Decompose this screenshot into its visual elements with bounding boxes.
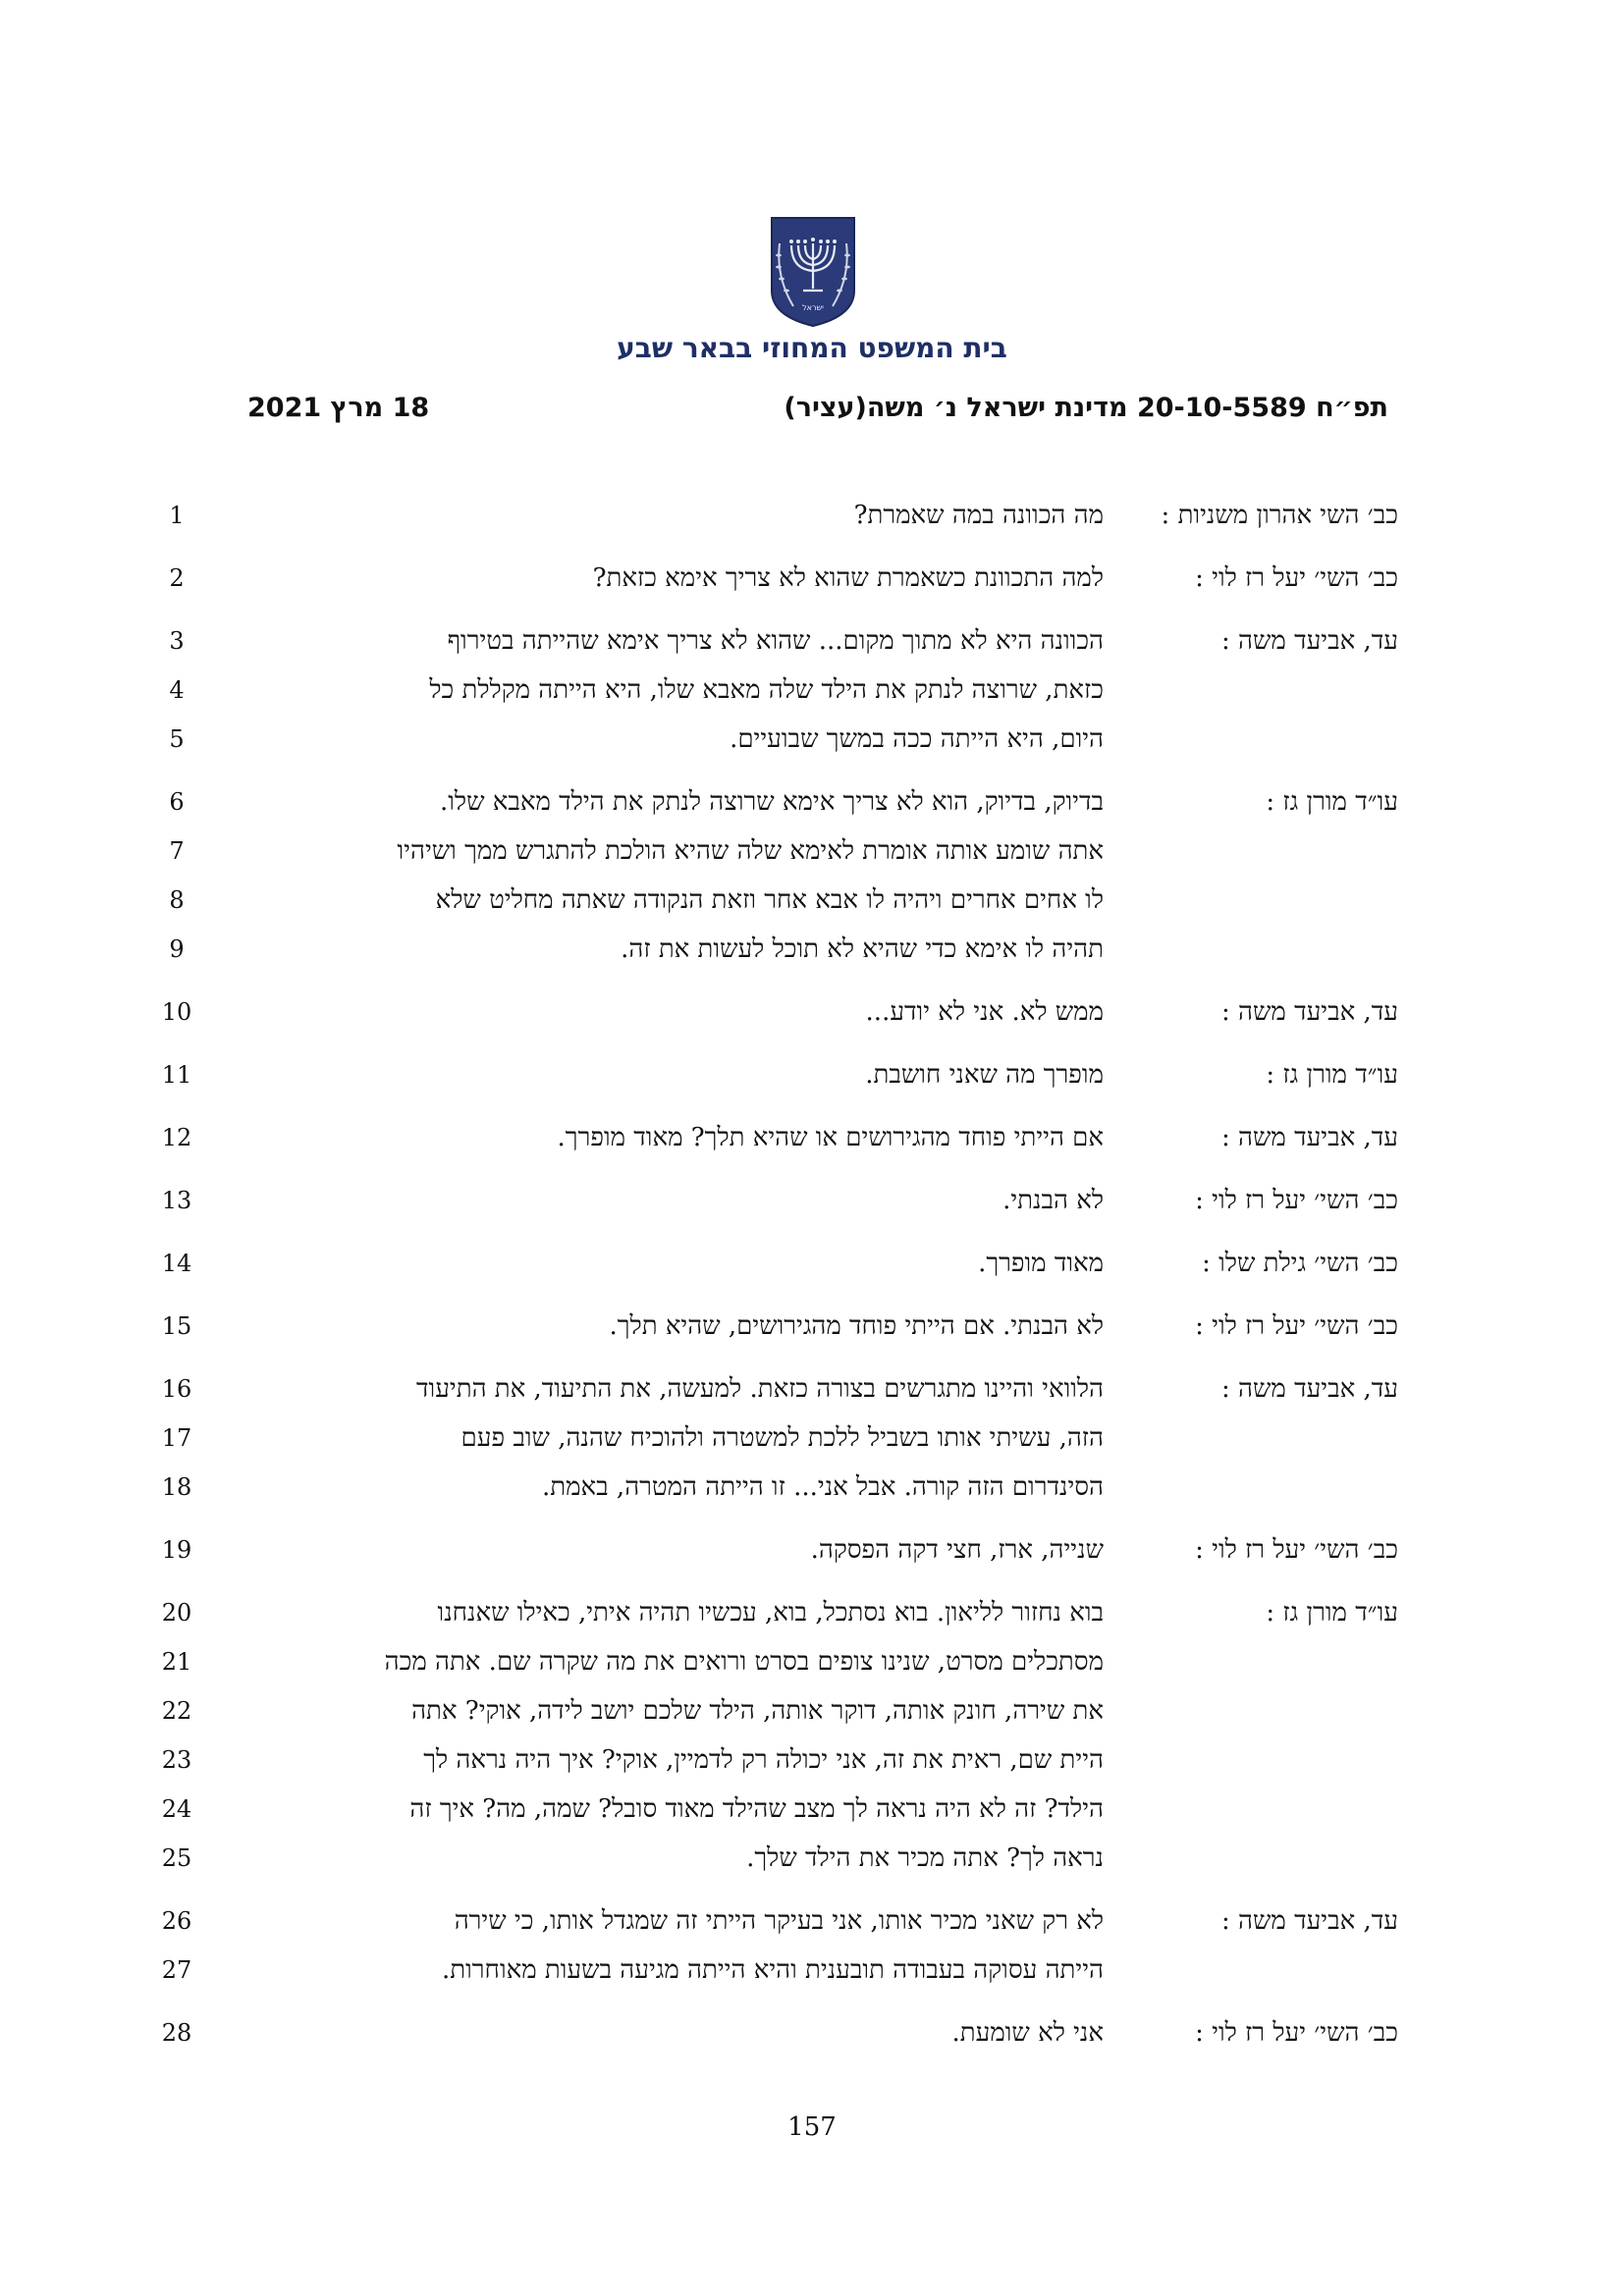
speech-line: בוא נחזור לליאון. בוא נסתכל, בוא, עכשיו תהיה איתי, כאילו שאנחנו <box>437 1598 1104 1628</box>
line-number: 19 <box>161 1536 192 1564</box>
line-numbers <box>147 1176 206 1225</box>
transcript-entry <box>0 491 1624 540</box>
speech-line: לו אחים אחרים ויהיה לו אבא אחר וזאת הנקודה שאתה מחליט שלא <box>435 885 1104 915</box>
hearing-date: 18 מרץ 2021 <box>247 393 430 423</box>
line-number: 6 <box>169 788 185 816</box>
line-number: 1 <box>169 502 185 529</box>
speech-text <box>235 1302 1104 1351</box>
speaker-label: עו״ד מורן גז : <box>1266 1598 1398 1628</box>
speech-text <box>235 777 1104 974</box>
line-numbers <box>147 554 206 603</box>
speech-text <box>235 491 1104 540</box>
line-number: 3 <box>169 627 185 655</box>
speech-text <box>235 1113 1104 1162</box>
speech-line: מה הכוונה במה שאמרת? <box>853 501 1104 530</box>
line-number: 11 <box>161 1061 192 1089</box>
line-numbers <box>147 1364 206 1512</box>
line-numbers <box>147 1302 206 1351</box>
emblem-text: ישראל <box>802 303 824 312</box>
transcript <box>0 491 1624 2071</box>
speech-text <box>235 988 1104 1037</box>
line-number: 22 <box>161 1697 192 1725</box>
speech-line: מופרך מה שאני חושבת. <box>865 1060 1104 1090</box>
speech-line: הייתה עסוקה בעבודה תובענית והיא הייתה מגיעה בשעות מאוחרות. <box>442 1955 1104 1985</box>
speech-text <box>235 1896 1104 1995</box>
speech-text <box>235 616 1104 764</box>
speech-line: שנייה, ארז, חצי דקה הפסקה. <box>810 1535 1104 1565</box>
speech-text <box>235 1364 1104 1512</box>
page-number: 157 <box>787 2112 837 2142</box>
transcript-entry <box>0 777 1624 974</box>
speech-line: היית שם, ראית את זה, אני יכולה רק לדמיין, אוקי? איך היה נראה לך <box>423 1745 1104 1775</box>
transcript-entry <box>0 1113 1624 1162</box>
transcript-entry <box>0 554 1624 603</box>
speaker-label: עד, אביעד משה : <box>1221 997 1398 1027</box>
speaker-label: עד, אביעד משה : <box>1221 1123 1398 1152</box>
speaker-label: כב׳ השי אהרון משניות : <box>1161 501 1398 530</box>
line-number: 17 <box>161 1424 192 1452</box>
transcript-entry <box>0 1896 1624 1995</box>
speech-line: תהיה לו אימא כדי שהיא לא תוכל לעשות את זה. <box>621 934 1104 964</box>
line-numbers <box>147 2008 206 2057</box>
transcript-entry <box>0 1525 1624 1575</box>
line-number: 12 <box>161 1124 192 1151</box>
speaker-label: כב׳ השי׳ יעל רז לוי : <box>1195 2018 1398 2048</box>
speaker-label: כב׳ השי׳ יעל רז לוי : <box>1195 1311 1398 1341</box>
speech-line: אם הייתי פוחד מהגירושים או שהיא תלך? מאוד מופרך. <box>557 1123 1104 1152</box>
line-numbers <box>147 1896 206 1995</box>
speech-text <box>235 1050 1104 1099</box>
line-number: 5 <box>169 725 185 753</box>
speaker-label: עד, אביעד משה : <box>1221 1906 1398 1936</box>
speech-line: היום, היא הייתה ככה במשך שבועיים. <box>730 724 1104 754</box>
speech-text <box>235 554 1104 603</box>
transcript-entry <box>0 616 1624 764</box>
speech-text <box>235 1525 1104 1575</box>
transcript-entry <box>0 1050 1624 1099</box>
speech-line: את שירה, חונק אותה, דוקר אותה, הילד שלכם יושב לידה, אוקי? אתה <box>411 1696 1104 1726</box>
line-number: 20 <box>161 1599 192 1627</box>
line-numbers <box>147 1239 206 1288</box>
speech-line: לא רק שאני מכיר אותו, אני בעיקר הייתי זה שמגדל אותו, כי שירה <box>454 1906 1104 1936</box>
line-number: 15 <box>161 1312 192 1340</box>
line-number: 24 <box>161 1795 192 1823</box>
line-number: 2 <box>169 564 185 592</box>
speech-line: אני לא שומעת. <box>951 2018 1104 2048</box>
speaker-label: כב׳ השי׳ יעל רז לוי : <box>1195 1186 1398 1215</box>
line-number: 8 <box>169 886 185 914</box>
speech-text <box>235 1176 1104 1225</box>
court-name: בית המשפט המחוזי בבאר שבע <box>617 332 1007 364</box>
speaker-label: כב׳ השי׳ יעל רז לוי : <box>1195 563 1398 593</box>
speech-line: אתה שומע אותה אומרת לאימא שלה שהיא הולכת להתגרש ממך ושיהיו <box>397 836 1104 866</box>
transcript-entry <box>0 2008 1624 2057</box>
speaker-label: כב׳ השי׳ יעל רז לוי : <box>1195 1535 1398 1565</box>
speech-line: כזאת, שרוצה לנתק את הילד שלה מאבא שלו, היא הייתה מקללת כל <box>429 675 1104 705</box>
speech-line: לא הבנתי. <box>1002 1186 1104 1215</box>
transcript-entry <box>0 1588 1624 1883</box>
transcript-entry <box>0 1364 1624 1512</box>
line-number: 4 <box>169 676 185 704</box>
speech-line: לא הבנתי. אם הייתי פוחד מהגירושים, שהיא תלך. <box>609 1311 1104 1341</box>
speaker-label: עד, אביעד משה : <box>1221 626 1398 656</box>
speech-line: נראה לך? אתה מכיר את הילד שלך. <box>746 1843 1104 1873</box>
line-number: 27 <box>161 1956 192 1984</box>
line-number: 10 <box>161 998 192 1026</box>
line-numbers <box>147 1588 206 1883</box>
line-number: 21 <box>161 1648 192 1676</box>
line-numbers <box>147 1050 206 1099</box>
line-number: 23 <box>161 1746 192 1774</box>
transcript-entry <box>0 988 1624 1037</box>
speech-text <box>235 1588 1104 1883</box>
menorah-emblem-icon <box>766 214 860 330</box>
line-number: 18 <box>161 1473 192 1501</box>
speech-line: מאוד מופרך. <box>978 1249 1104 1278</box>
speaker-label: כב׳ השי׳ גילת שלו : <box>1202 1249 1398 1278</box>
line-numbers <box>147 988 206 1037</box>
speech-text <box>235 1239 1104 1288</box>
line-number: 26 <box>161 1907 192 1935</box>
speaker-label: עו״ד מורן גז : <box>1266 1060 1398 1090</box>
speech-line: הזה, עשיתי אותו בשביל ללכת למשטרה ולהוכיח שהנה, שוב פעם <box>460 1423 1104 1453</box>
speaker-label: עו״ד מורן גז : <box>1266 787 1398 817</box>
speech-line: בדיוק, בדיוק, הוא לא צריך אימא שרוצה לנתק את הילד מאבא שלו. <box>440 787 1104 817</box>
speech-line: הילד? זה לא היה נראה לך מצב שהילד מאוד סובל? שמה, מה? איך זה <box>409 1794 1104 1824</box>
case-title: תפ״ח 20-10-5589 מדינת ישראל נ׳ משה(עציר) <box>784 393 1388 423</box>
line-number: 7 <box>169 837 185 865</box>
speech-line: הסינדרום הזה קורה. אבל אני... זו הייתה המטרה, באמת. <box>542 1472 1104 1502</box>
line-number: 9 <box>169 935 185 963</box>
line-number: 14 <box>161 1250 192 1277</box>
transcript-entry <box>0 1239 1624 1288</box>
transcript-entry <box>0 1302 1624 1351</box>
line-number: 28 <box>161 2019 192 2047</box>
line-numbers <box>147 616 206 764</box>
speech-line: הכוונה היא לא מתוך מקום... שהוא לא צריך אימא שהייתה בטירוף <box>447 626 1104 656</box>
transcript-entry <box>0 1176 1624 1225</box>
line-number: 16 <box>161 1375 192 1403</box>
speech-text <box>235 2008 1104 2057</box>
line-number: 25 <box>161 1844 192 1872</box>
speaker-label: עד, אביעד משה : <box>1221 1374 1398 1404</box>
line-number: 13 <box>161 1187 192 1214</box>
line-numbers <box>147 491 206 540</box>
speech-line: למה התכוונת כשאמרת שהוא לא צריך אימא כזאת? <box>592 563 1104 593</box>
speech-line: ממש לא. אני לא יודע... <box>865 997 1104 1027</box>
line-numbers <box>147 777 206 974</box>
line-numbers <box>147 1525 206 1575</box>
speech-line: מסתכלים מסרט, שנינו צופים בסרט ורואים את מה שקרה שם. אתה מכה <box>384 1647 1104 1677</box>
speech-line: הלוואי והיינו מתגרשים בצורה כזאת. למעשה, את התיעוד, את התיעוד <box>416 1374 1104 1404</box>
line-numbers <box>147 1113 206 1162</box>
